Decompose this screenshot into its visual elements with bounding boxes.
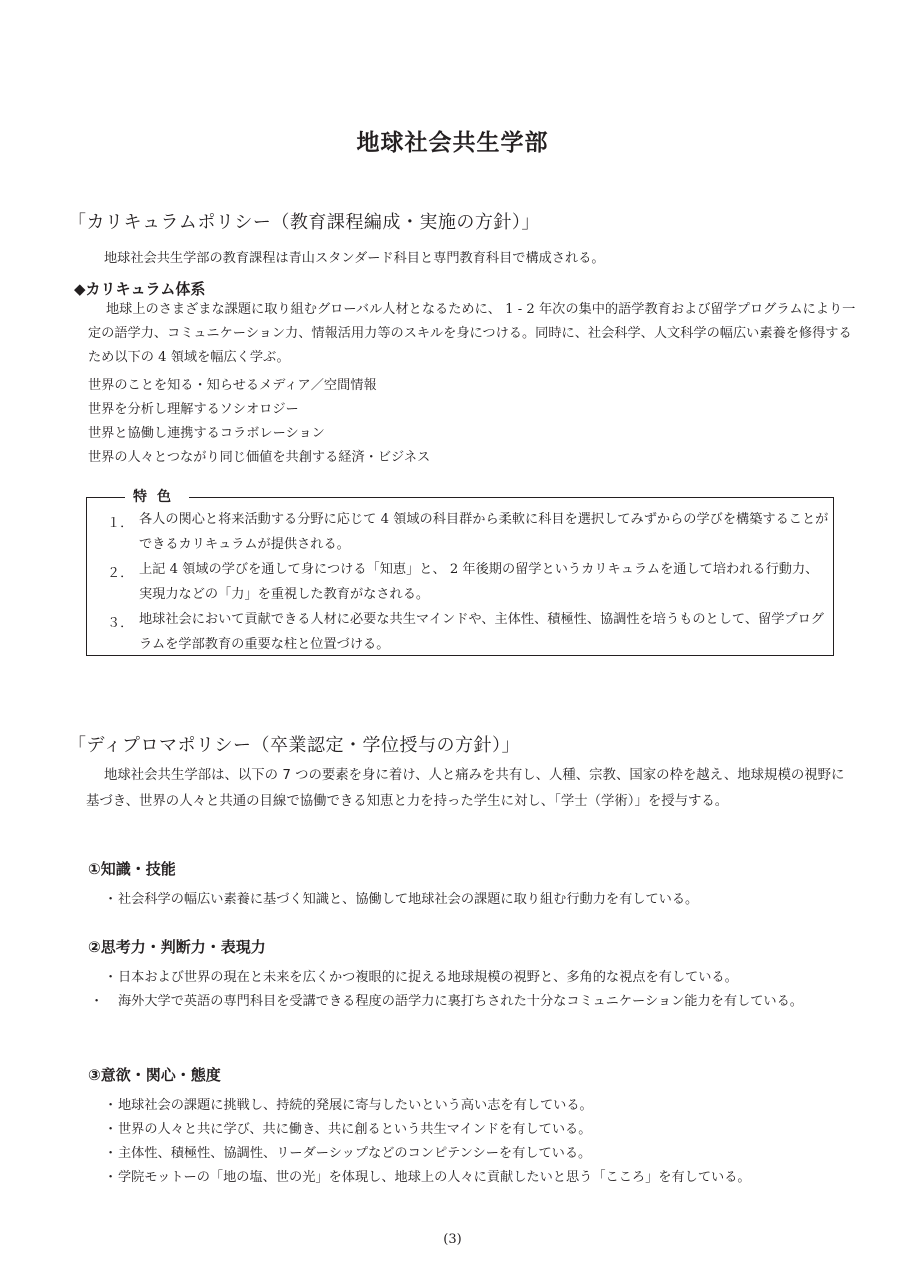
diploma-intro: 地球社会共生学部は、以下の 7 つの要素を身に着け、人と痛みを共有し、人種、宗教、国家の枠を越え、地球規模の視野に基づき、世界の人々と共通の目線で協働できる知恵と力を持った学生に対し、「学士（学術）」を授与する。: [86, 768, 845, 809]
features-box: [86, 489, 834, 656]
curriculum-system-heading: ◆カリキュラム体系: [74, 280, 206, 298]
feature-text: 上記 4 領域の学びを通して身につける「知恵」と、 2 年後期の留学というカリキュラムを通して培われる行動力、実現力などの「力」を重視した教育がなされる。: [139, 562, 819, 602]
curriculum-policy-heading: 「カリキュラムポリシー（教育課程編成・実施の方針）」: [68, 212, 540, 233]
diploma-bullet-item: ・社会科学の幅広い素養に基づく知識と、協働して地球社会の課題に取り組む行動力を有している。: [104, 892, 699, 907]
diploma-bullet-item: ・世界の人々と共に学び、共に働き、共に創るという共生マインドを有している。: [104, 1122, 592, 1137]
feature-text: 地球社会において貢献できる人材に必要な共生マインドや、主体性、積極性、協調性を培うものとして、留学プログラムを学部教育の重要な柱と位置づける。: [139, 612, 824, 652]
page-number: (3): [443, 1232, 462, 1247]
domain-item: 世界のことを知る・知らせるメディア／空間情報: [88, 378, 377, 393]
diploma-bullet-item: ・地球社会の課題に挑戦し、持続的発展に寄与したいという高い志を有している。: [104, 1098, 593, 1113]
diploma-section-heading: ①知識・技能: [88, 860, 176, 878]
domain-item: 世界の人々とつながり同じ価値を共創する経済・ビジネス: [88, 450, 431, 465]
diploma-policy-heading: 「ディプロマポリシー（卒業認定・学位授与の方針）」: [68, 735, 521, 756]
diploma-section-heading: ②思考力・判断力・表現力: [88, 938, 266, 956]
feature-number: ３．: [107, 616, 134, 631]
diploma-bullet-item: ・主体性、積極性、協調性、リーダーシップなどのコンピテンシーを有している。: [104, 1146, 592, 1161]
domain-item: 世界を分析し理解するソシオロジー: [88, 402, 299, 417]
diploma-bullet-item: ・学院モットーの「地の塩、世の光」を体現し、地球上の人々に貢献したいと思う「こころ」を有している。: [104, 1170, 751, 1185]
feature-number: １．: [107, 516, 134, 531]
diploma-bullet-item: ・日本および世界の現在と未来を広くかつ複眼的に捉える地球規模の視野と、多角的な視点を有している。: [104, 970, 738, 985]
features-label: 特色: [125, 486, 189, 506]
domain-item: 世界と協働し連携するコラボレーション: [88, 426, 325, 441]
curriculum-system-text: 地球上のさまざまな課題に取り組むグローバル人材となるために、 1 - 2 年次の集中的語学教育および留学プログラムにより一定の語学力、コミュニケーション力、情報活用力等のスキルを身につける。同時に、社会科学、人文科学の幅広い素養を修得するため以下の 4 領域を幅広く学ぶ。: [88, 302, 856, 365]
curriculum-intro: 地球社会共生学部の教育課程は青山スタンダード科目と専門教育科目で構成される。: [104, 251, 605, 266]
feature-number: ２．: [107, 566, 134, 581]
feature-text: 各人の関心と将来活動する分野に応じて 4 領域の科目群から柔軟に科目を選択してみずからの学びを構築することができるカリキュラムが提供される。: [139, 512, 829, 552]
diploma-section-heading: ③意欲・関心・態度: [88, 1066, 221, 1084]
diploma-bullet-item: ・ 海外大学で英語の専門科目を受講できる程度の語学力に裏打ちされた十分なコミュニケーション能力を有している。: [90, 994, 803, 1009]
page-title: 地球社会共生学部: [356, 130, 549, 156]
